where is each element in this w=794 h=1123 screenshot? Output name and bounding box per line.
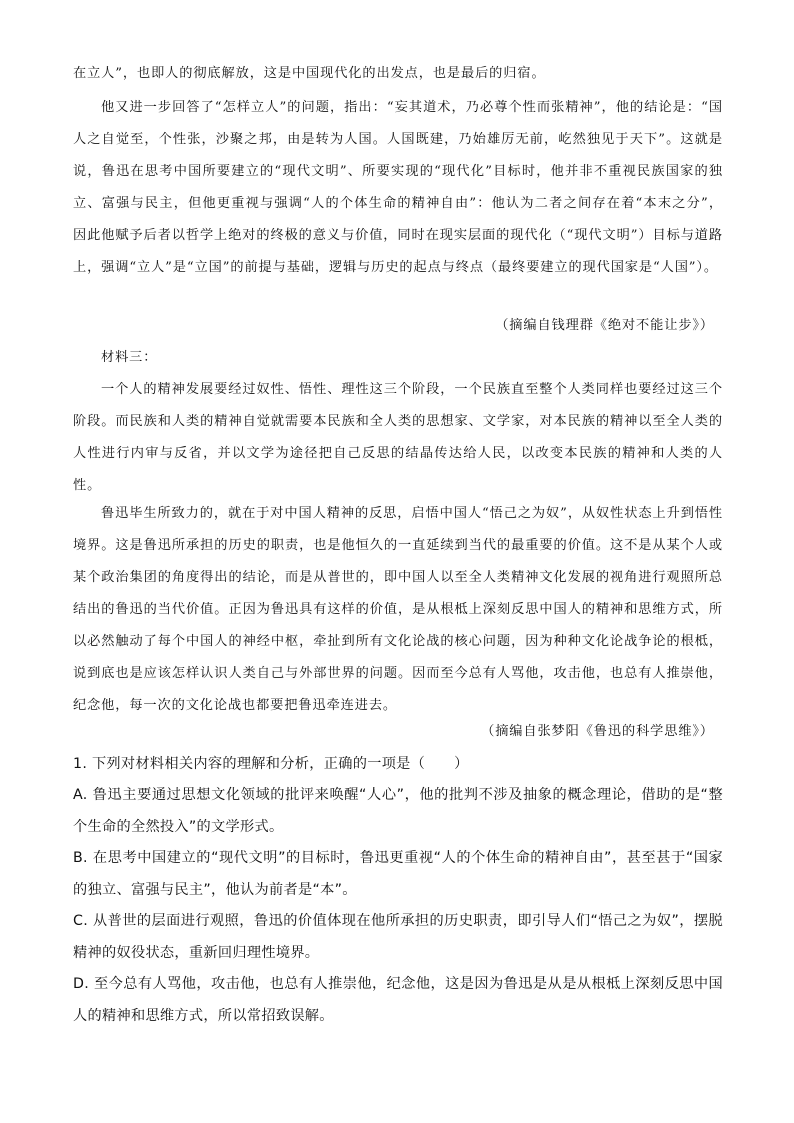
question-stem: 1. 下列对材料相关内容的理解和分析，正确的一项是（ ） xyxy=(73,756,469,772)
material-3-label: 材料三： xyxy=(101,350,158,365)
source-citation-2: （摘编自张梦阳《鲁迅的科学思维》） xyxy=(481,724,714,739)
option-d: D. 至今总有人骂他，攻击他，也总有人推崇他，纪念他，这是因为鲁迅是从是从根柢上深刻反思中国人的精神和思维方式，所以常招致误解。 xyxy=(73,976,723,1024)
passage-paragraph-2: 他又进一步回答了“怎样立人”的问题，指出：“妄其道术，乃必尊个性而张精神”，他的结论是：“国人之自觉至，个性张，沙聚之邦，由是转为人国。人国既建，乃始雄厉无前，屹然独见于天下”。这就是说，鲁迅在思考中国所要建立的“现代文明”、所要实现的“现代化”目标时，他并非不重视民族国家的独立、富强与民主，但他更重视与强调“人的个体生命的精神自由”：他认为二者之间存在着“本末之分”，因此他赋予后者以哲学上绝对的终极的意义与价值，同时在现实层面的现代化（“现代文明”）目标与道路上，强调“立人”是“立国”的前提与基础，逻辑与历史的起点与终点（最终要建立的现代国家是“人国”）。 xyxy=(73,100,723,275)
passage-paragraph-4: 鲁迅毕生所致力的，就在于对中国人精神的反思，启悟中国人“悟己之为奴”，从奴性状态上升到悟性境界。这是鲁迅所承担的历史的职责，也是他恒久的一直延续到当代的最重要的价值。这不是从某个人或某个政治集团的角度得出的结论，而是从普世的，即中国人以至全人类精神文化发展的视角进行观照所总结出的鲁迅的当代价值。正因为鲁迅具有这样的价值，是从根柢上深刻反思中国人的精神和思维方式，所以必然触动了每个中国人的神经中枢，牵扯到所有文化论战的核心问题，因为种种文化论战争论的根柢，说到底也是应该怎样认识人类自己与外部世界的问题。因而至今总有人骂他，攻击他，也总有人推崇他，纪念他，每一次的文化论战也都要把鲁迅牵连进去。 xyxy=(73,506,723,713)
passage-paragraph-1: 在立人”，也即人的彻底解放，这是中国现代化的出发点，也是最后的归宿。 xyxy=(73,66,546,81)
option-b: B. 在思考中国建立的“现代文明”的目标时，鲁迅更重视“人的个体生命的精神自由”，甚至甚于“国家的独立、富强与民主”，他认为前者是“本”。 xyxy=(73,850,723,898)
source-citation-1: （摘编自钱理群《绝对不能让步》） xyxy=(495,318,714,333)
option-a: A. 鲁迅主要通过思想文化领域的批评来唤醒“人心”，他的批判不涉及抽象的概念理论，借助的是“整个生命的全然投入”的文学形式。 xyxy=(73,787,723,835)
passage-paragraph-3: 一个人的精神发展要经过奴性、悟性、理性这三个阶段，一个民族直至整个人类同样也要经过这三个阶段。而民族和人类的精神自觉就需要本民族和全人类的思想家、文学家，对本民族的精神以至全人类的人性进行内审与反省，并以文学为途径把自己反思的结晶传达给人民，以改变本民族的精神和人类的人性。 xyxy=(73,382,723,493)
option-c: C. 从普世的层面进行观照，鲁迅的价值体现在他所承担的历史职责，即引导人们“悟己之为奴”，摆脱精神的奴役状态，重新回归理性境界。 xyxy=(73,913,723,961)
